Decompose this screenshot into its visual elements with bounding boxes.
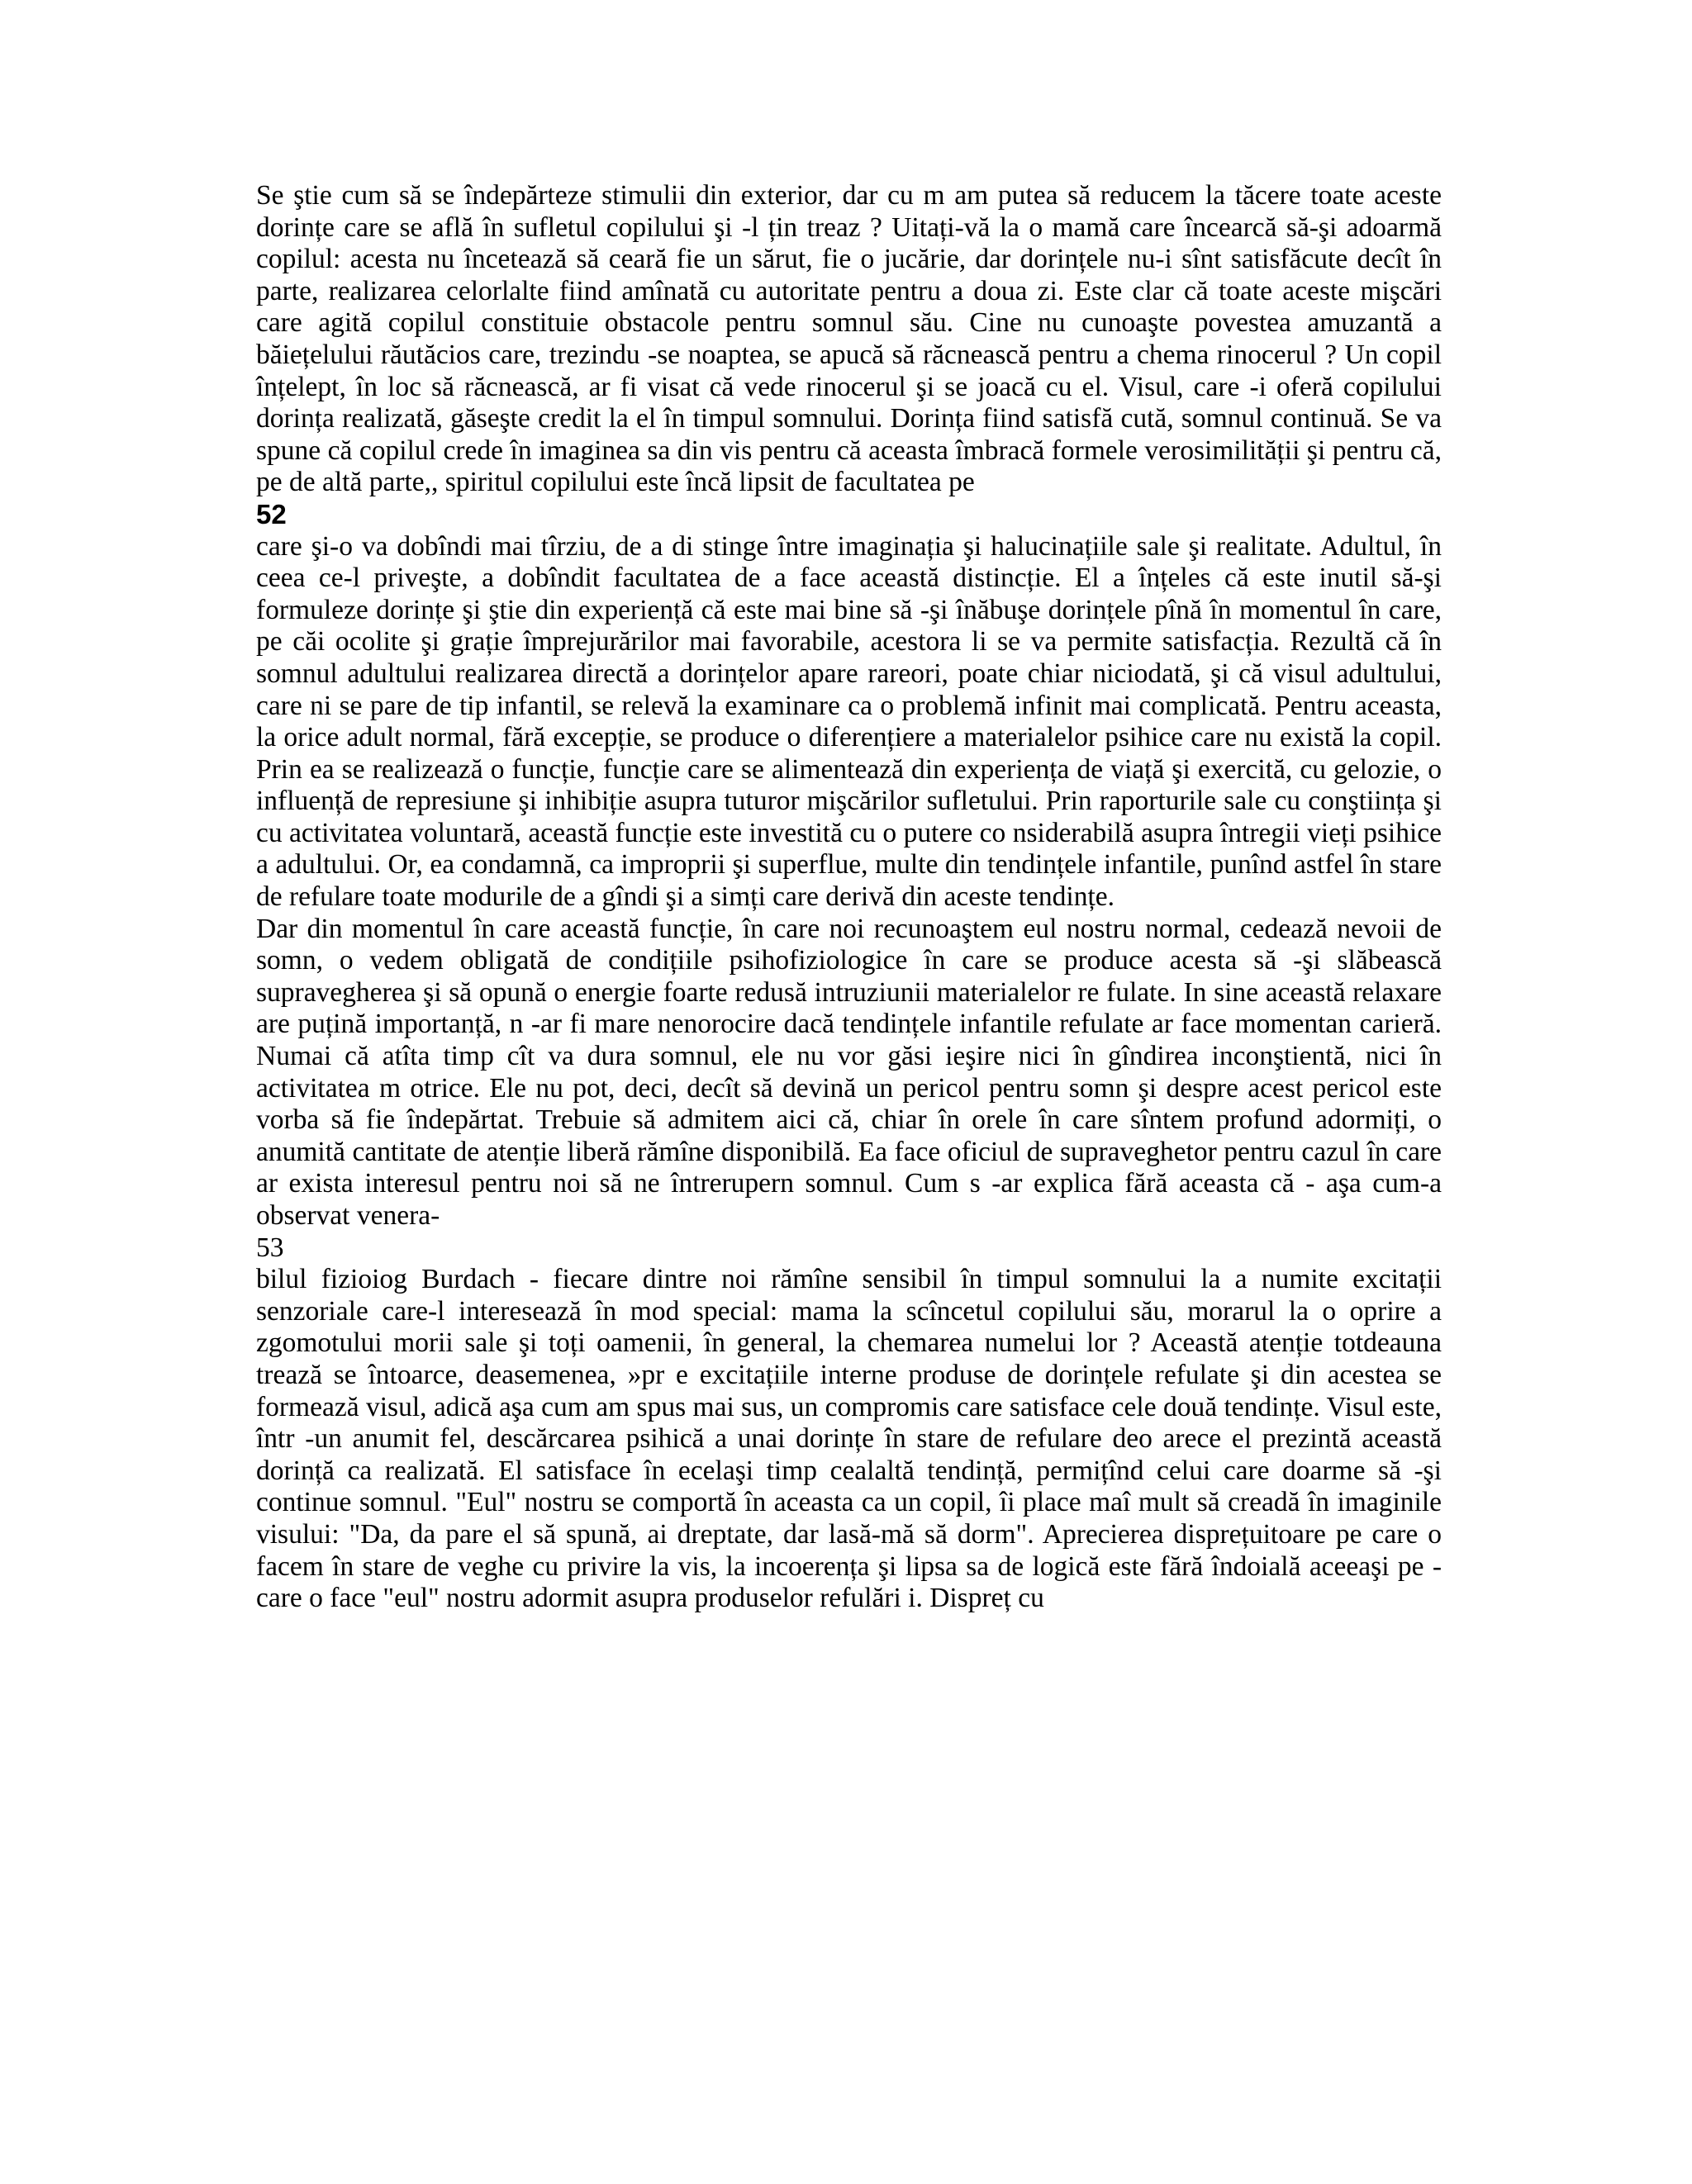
paragraph-2: care şi-o va dobîndi mai tîrziu, de a di stinge între imaginația şi halucinațiile sale şi realitate. Adultul, în ceea ce-l priveşte, a dobîndit facultatea de a face această distincție. El a înțeles că este inutil să-şi formuleze dorințe şi ştie din experiență că este mai bine să -şi înăbuşe dorințele pînă în momentul în care, pe căi ocolite şi grație împrejurărilor mai favorabile, acestora li se va permite satisfacția. Rezultă că în somnul adultului realizarea directă a dorințelor apare rareori, poate chiar niciodată, şi că visul adultului, care ni se pare de tip infantil, se relevă la examinare ca o problemă infinit mai complicată. Pentru aceasta, la orice adult normal, fără excepție, se produce o diferențiere a materialelor psihice care nu există la copil. Prin ea se realizează o funcție, funcție care se alimentează din experiența de viață şi exercită, cu gelozie, o influență de represiune şi inhibiție asupra tuturor mişcărilor sufletului. Prin raporturile sale cu conştiința şi cu activitatea voluntară, această funcție este investită cu o putere co nsiderabilă asupra întregii vieți psihice a adultului. Or, ea condamnă, ca improprii şi superflue, multe din tendințele infantile, punînd astfel în stare de refulare toate modurile de a gîndi şi a simți care derivă din aceste tendințe. bbox=[256, 530, 1442, 913]
page-number-53: 53 bbox=[256, 1232, 284, 1263]
page-number-52: 52 bbox=[256, 498, 287, 529]
paragraph-4: bilul fizioiog Burdach - fiecare dintre noi rămîne sensibil în timpul somnului la a numite excitații senzoriale care-l interesează în mod special: mama la scîncetul copilului său, morarul la o oprire a zgomotului morii sale şi toți oamenii, în general, la chemarea numelui lor ? Această atenție totdeauna trează se întoarce, deasemenea, »pr e excitațiile interne produse de dorințele refulate şi din acestea se formează visul, adică aşa cum am spus mai sus, un compromis care satisface cele două tendințe. Visul este, într -un anumit fel, descărcarea psihică a unai dorințe în stare de refulare deo arece el prezintă această dorință ca realizată. El satisface în ecelaşi timp cealaltă tendință, permițînd celui care doarme să -şi continue somnul. "Eul" nostru se comportă în aceasta ca un copil, îi place maî mult să creadă în imaginile visului: "Da, da pare el să spună, ai dreptate, dar lasă-mă să dorm". Aprecierea disprețuitoare pe care o facem în stare de veghe cu privire la vis, la incoerența şi lipsa sa de logică este fără îndoială aceeaşi pe -care o face "eul" nostru adormit asupra produselor refulări i. Dispreț cu bbox=[256, 1264, 1442, 1614]
paragraph-1: Se ştie cum să se îndepărteze stimulii din exterior, dar cu m am putea să reducem la tăcere toate aceste dorințe care se află în sufletul copilului şi -l țin treaz ? Uitați-vă la o mamă care încearcă să-şi adoarmă copilul: acesta nu încetează să ceară fie un sărut, fie o jucărie, dar dorințele nu-i sînt satisfăcute decît în parte, realizarea celorlalte fiind amînată cu autoritate pentru a doua zi. Este clar că toate aceste mişcări care agită copilul constituie obstacole pentru somnul său. Cine nu cunoaşte povestea amuzantă a băiețelului răutăcios care, trezindu -se noaptea, se apucă să răcnească pentru a chema rinocerul ? Un copil înțelept, în loc să răcnească, ar fi visat că vede rinocerul şi se joacă cu el. Visul, care -i oferă copilului dorința realizată, găseşte credit la el în timpul somnului. Dorința fiind satisfă cută, somnul continuă. Se va spune că copilul crede în imaginea sa din vis pentru că aceasta îmbracă formele verosimilității şi pentru că, pe de altă parte,, spiritul copilului este încă lipsit de facultatea pe bbox=[256, 180, 1442, 498]
document-page bbox=[256, 180, 1442, 1615]
paragraph-3: Dar din momentul în care această funcție, în care noi recunoaştem eul nostru normal, cedează nevoii de somn, o vedem obligată de condițiile psihofiziologice în care se produce acesta să -şi slăbească supravegherea şi să opună o energie foarte redusă intruziunii materialelor re fulate. In sine această relaxare are puțină importanță, n -ar fi mare nenorocire dacă tendințele infantile refulate ar face momentan carieră. Numai că atîta timp cît va dura somnul, ele nu vor găsi ieşire nici în gîndirea inconştientă, nici în activitatea m otrice. Ele nu pot, deci, decît să devină un pericol pentru somn şi despre acest pericol este vorba să fie îndepărtat. Trebuie să admitem aici că, chiar în orele în care sîntem profund adormiți, o anumită cantitate de atenție liberă rămîne disponibilă. Ea face oficiul de supraveghetor pentru cazul în care ar exista interesul pentru noi să ne întrerupern somnul. Cum s -ar explica fără aceasta că - aşa cum-a observat venera- bbox=[256, 913, 1442, 1231]
